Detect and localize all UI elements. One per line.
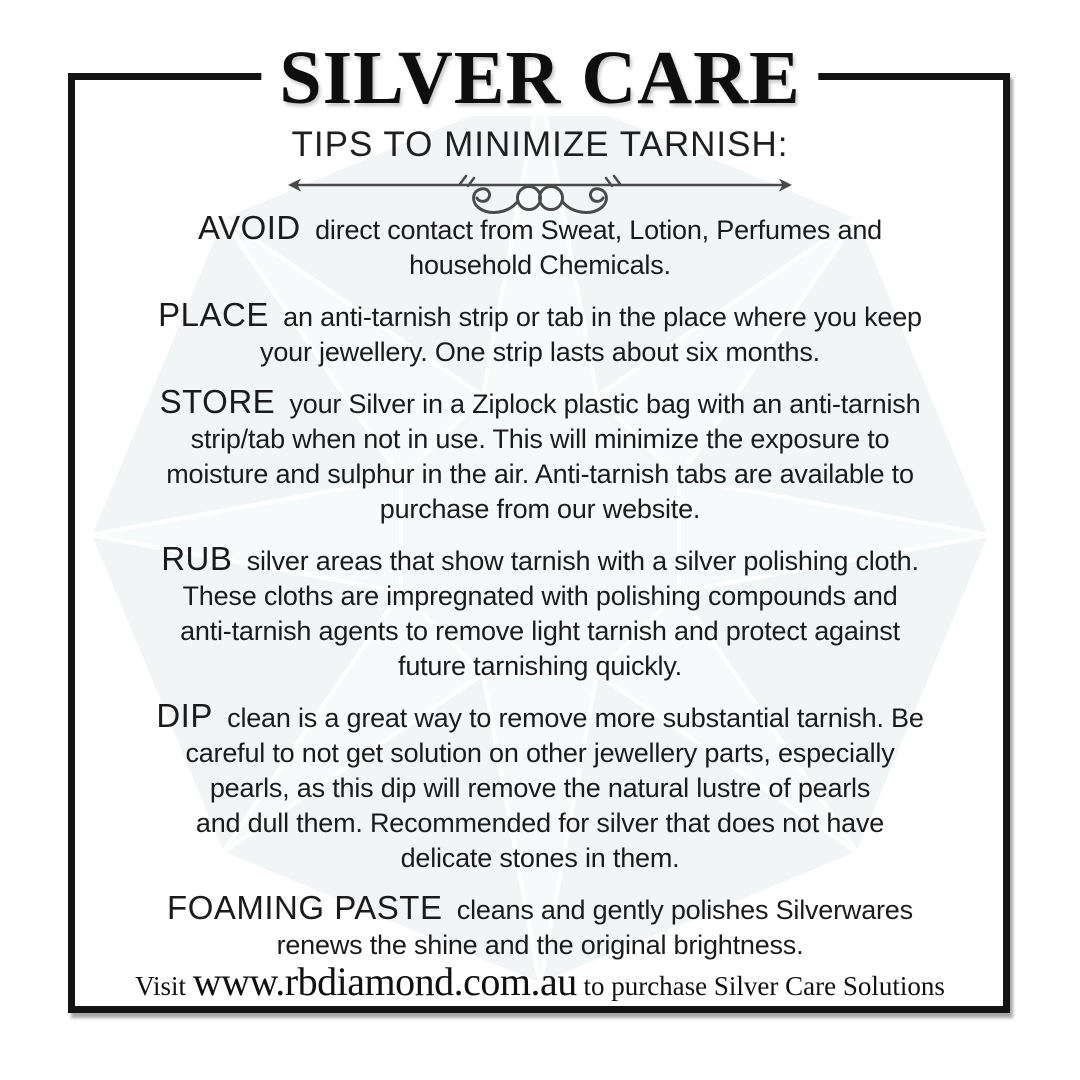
tip-text: These cloths are impregnated with polishing compounds and	[182, 581, 898, 611]
page-subtitle: TIPS TO MINIMIZE TARNISH:	[291, 125, 789, 164]
page-title: SILVER CARE	[261, 40, 818, 116]
tip-text: renews the shine and the original brightness.	[276, 930, 804, 960]
tip-keyword: FOAMING PASTE	[167, 889, 443, 926]
tip-text: and dull them. Recommended for silver that does not have	[195, 808, 885, 838]
tip-text: cleans and gently polishes Silverwares	[456, 895, 913, 925]
tip-text: strip/tab when not in use. This will minimize the exposure to	[190, 424, 890, 454]
tip-text: clean is a great way to remove more substantial tarnish. Be	[227, 703, 924, 733]
scroll-flourish-icon	[460, 176, 620, 212]
tip-dip	[75, 698, 1005, 876]
footer-suffix: to purchase Silver Care Solutions	[583, 971, 945, 1001]
tip-keyword: STORE	[159, 383, 276, 420]
tip-text: your Silver in a Ziplock plastic bag with an anti-tarnish	[289, 389, 921, 419]
tip-text: direct contact from Sweat, Lotion, Perfumes and	[315, 215, 882, 245]
footer-prefix: Visit	[135, 971, 186, 1001]
tip-keyword: RUB	[161, 540, 233, 577]
tip-text: an anti-tarnish strip or tab in the place where you keep	[283, 302, 922, 332]
tip-keyword: DIP	[156, 697, 213, 734]
footer-note	[75, 960, 1005, 1008]
tip-place	[75, 297, 1005, 370]
tip-store	[75, 384, 1005, 527]
tip-foaming-paste	[75, 890, 1005, 963]
tip-text: anti-tarnish agents to remove light tarnish and protect against	[180, 616, 900, 646]
website-url: www.rbdiamond.com.au	[192, 959, 577, 1004]
tip-text: moisture and sulphur in the air. Anti-tarnish tabs are available to	[166, 459, 914, 489]
tip-keyword: AVOID	[198, 209, 301, 246]
tip-rub	[75, 541, 1005, 684]
tip-text: pearls, as this dip will remove the natural lustre of pearls	[209, 773, 871, 803]
tip-text: silver areas that show tarnish with a silver polishing cloth.	[246, 546, 919, 576]
tip-text: household Chemicals.	[409, 250, 671, 280]
tips-list	[75, 210, 1005, 977]
tip-text: delicate stones in them.	[400, 843, 680, 873]
tip-text: careful to not get solution on other jewellery parts, especially	[185, 738, 895, 768]
tip-text: future tarnishing quickly.	[398, 651, 682, 681]
tip-keyword: PLACE	[158, 296, 269, 333]
tip-avoid	[75, 210, 1005, 283]
tip-text: purchase from our website.	[379, 494, 701, 524]
tip-text: your jewellery. One strip lasts about six months.	[260, 337, 820, 367]
